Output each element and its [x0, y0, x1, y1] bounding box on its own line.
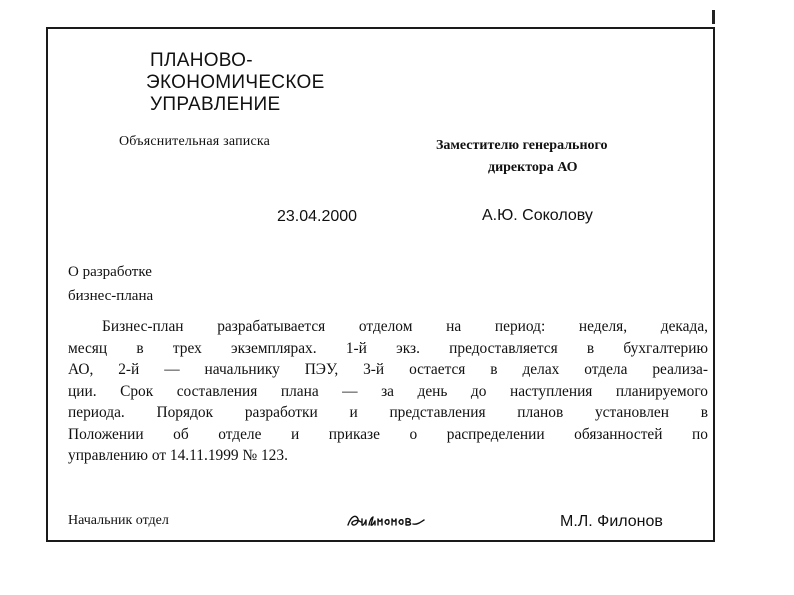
department-name — [146, 50, 325, 116]
document-date: 23.04.2000 — [277, 208, 358, 225]
addressee-line-2: директора АО — [488, 160, 578, 175]
corner-mark — [712, 10, 715, 24]
body-text — [68, 316, 708, 467]
handwritten-signature — [345, 510, 427, 532]
signer-position: Начальник отдел — [68, 513, 169, 528]
subject-line-2: бизнес-плана — [68, 288, 154, 304]
body-line-1: Бизнес-план разрабатывается отделом на период: неделя, декада, — [102, 318, 708, 335]
signer-name: М.Л. Филонов — [560, 513, 663, 530]
department-line-2: ЭКОНОМИЧЕСКОЕ — [146, 72, 325, 93]
subject-line-1: О разработке — [68, 264, 152, 280]
body-line-6: Положении об отделе и приказе о распределении обязанностей по — [68, 425, 708, 443]
addressee-line-1: Заместителю генерального — [436, 138, 608, 153]
department-line-3: УПРАВЛЕНИЕ — [150, 94, 281, 115]
body-line-3: АО, 2-й — начальнику ПЭУ, 3-й остается в делах отдела реализа- — [68, 361, 708, 378]
addressee — [436, 135, 608, 179]
body-line-4: ции. Срок составления плана — за день до наступления планируемого — [68, 382, 708, 400]
subject — [68, 260, 153, 308]
document-type: Объяснительная записка — [119, 134, 271, 149]
body-line-2: месяц в трех экземплярах. 1-й экз. предоставляется в бухгалтерию — [68, 339, 708, 357]
body-line-7: управлению от 14.11.1999 № 123. — [68, 447, 288, 464]
body-line-5: периода. Порядок разработки и представления планов установлен в — [68, 404, 708, 421]
department-line-1: ПЛАНОВО- — [150, 50, 253, 71]
recipient-name: А.Ю. Соколову — [482, 207, 593, 224]
